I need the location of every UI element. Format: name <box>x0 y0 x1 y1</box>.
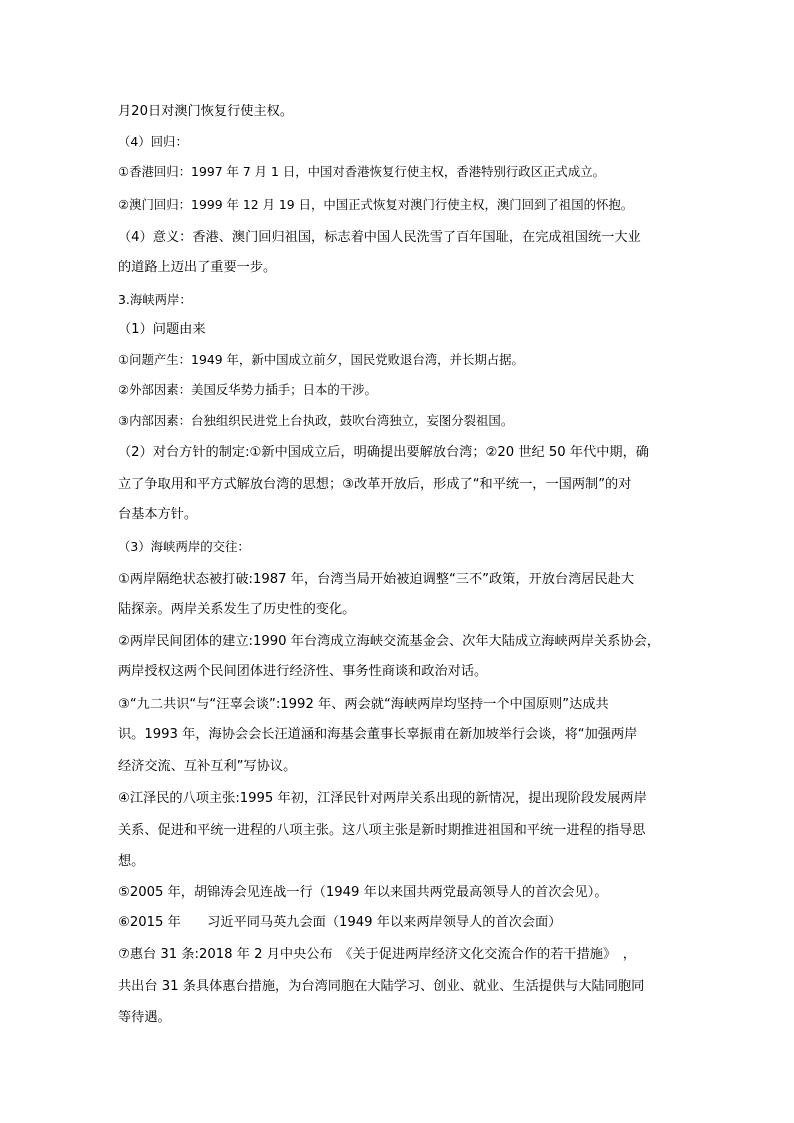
text-line-20: ③“九二共识“与“汪辜会谈”:1992 年、两会就“海峡两岸均坚持一个中国原则”达成共 <box>118 697 609 712</box>
text-line-1: 月20日对澳门恢复行使主权。 <box>118 104 294 119</box>
text-line-19: 两岸授权这两个民间团体进行经济性、事务性商谈和政治对话。 <box>118 664 488 679</box>
text-line-16: ①两岸隔绝状态被打破:1987 年，台湾当局开始被迫调整“三不”政策，开放台湾居民赴大 <box>118 572 635 587</box>
text-line-2: （4）回归： <box>118 134 188 149</box>
text-line-26: ⑤2005 年，胡锦涛会见连战一行（1949 年以来国共两党最高领导人的首次会见）。 <box>118 885 608 900</box>
text-line-6: 的道路上迈出了重要一步。 <box>118 260 277 275</box>
text-line-15: （3）海峡两岸的交往： <box>118 539 250 554</box>
text-line-28: ⑦惠台 31 条:2018 年 2 月中央公布 《关于促进两岸经济文化交流合作的若干措施》 ， <box>118 947 636 962</box>
text-line-21: 识。1993 年，海协会会长汪道涵和海基会董事长辜振甫在新加坡举行会谈，将“加强两岸 <box>118 727 638 742</box>
text-line-30: 等待遇。 <box>118 1010 171 1025</box>
text-line-8: （1）问题由来 <box>118 322 206 337</box>
text-line-27: ⑥2015 年 习近平同马英九会面（1949 年以来两岸领导人的首次会面） <box>118 915 562 930</box>
text-line-12: （2）对台方针的制定:①新中国成立后，明确提出要解放台湾；②20 世纪 50 年代中期，确 <box>118 445 649 460</box>
text-line-29: 共出台 31 条具体惠台措施，为台湾同胞在大陆学习、创业、就业、生活提供与大陆同胞同 <box>118 979 645 994</box>
text-line-23: ④江泽民的八项主张:1995 年初，江泽民针对两岸关系出现的新情况，提出现阶段发展两岸 <box>118 791 647 806</box>
text-line-10: ②外部因素：美国反华势力插手；日本的干涉。 <box>118 382 377 397</box>
text-line-7: 3.海峡两岸： <box>118 292 192 307</box>
text-line-14: 台基本方针。 <box>118 507 198 522</box>
text-line-3: ①香港回归：1997 年 7 月 1 日，中国对香港恢复行使主权，香港特别行政区正式成立。 <box>118 164 605 179</box>
text-line-17: 陆探亲。两岸关系发生了历史性的变化。 <box>118 602 356 617</box>
text-line-25: 想。 <box>118 854 145 869</box>
text-line-22: 经济交流、互补互利”写协议。 <box>118 759 297 774</box>
text-line-4: ②澳门回归：1999 年 12 月 19 日，中国正式恢复对澳门行使主权，澳门回到了祖国的怀抱。 <box>118 197 634 212</box>
text-line-5: （4）意义：香港、澳门回归祖国，标志着中国人民洗雪了百年国耻，在完成祖国统一大业 <box>118 230 641 245</box>
text-line-13: 立了争取用和平方式解放台湾的思想；③改革开放后，形成了“和平统一，一国两制”的对 <box>118 477 632 492</box>
text-line-18: ②两岸民间团体的建立:1990 年台湾成立海峡交流基金会、次年大陆成立海峡两岸关系协会， <box>118 634 660 649</box>
text-line-9: ①问题产生：1949 年，新中国成立前夕，国民党败退台湾，并长期占据。 <box>118 352 524 367</box>
text-line-11: ③内部因素：台独组织民进党上台执政，鼓吹台湾独立，妄图分裂祖国。 <box>118 413 514 428</box>
text-line-24: 关系、促进和平统一进程的八项主张。这八项主张是新时期推进祖国和平统一进程的指导思 <box>118 823 646 838</box>
